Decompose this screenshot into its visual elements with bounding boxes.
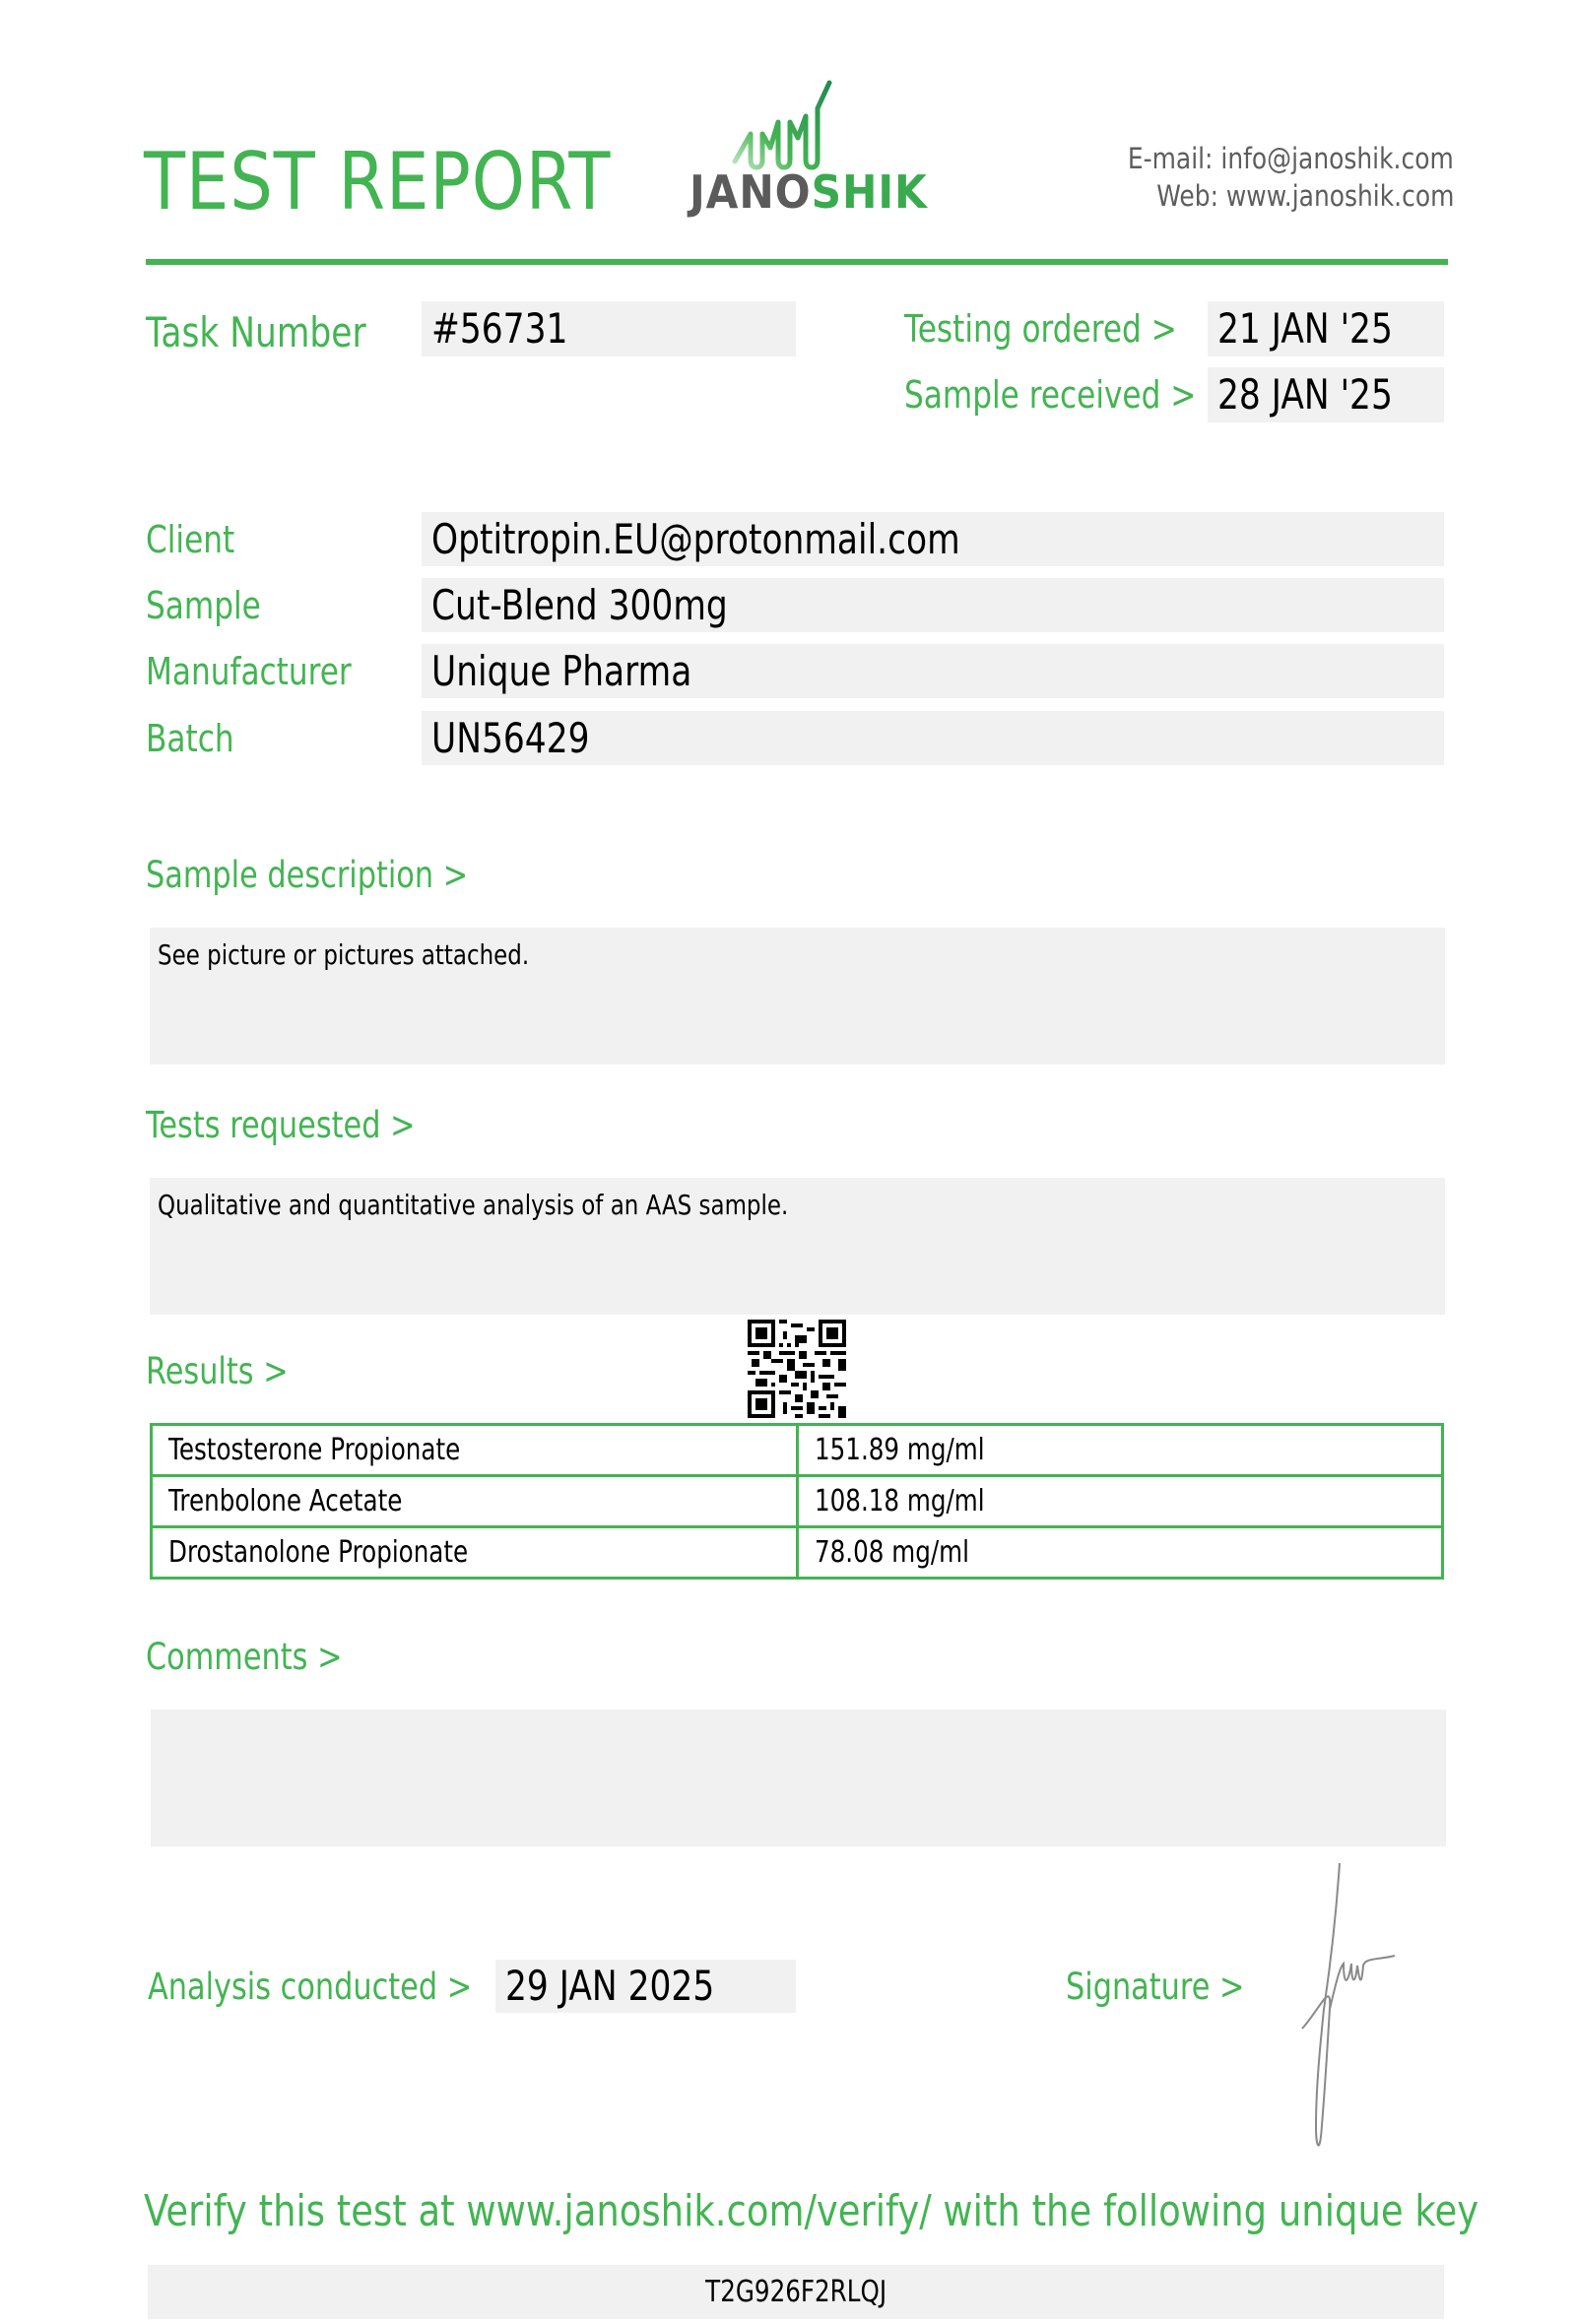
- handwritten-signature-icon: [1280, 1861, 1418, 2166]
- amount-cell: 151.89 mg/ml: [798, 1425, 1443, 1476]
- signature-label: Signature >: [1066, 1966, 1245, 2008]
- testing-ordered-field: [1208, 301, 1444, 356]
- contact-web: Web: www.janoshik.com: [1155, 179, 1454, 213]
- client-value: Optitropin.EU@protonmail.com: [431, 515, 960, 563]
- sample-description-box: [150, 928, 1445, 1065]
- analysis-conducted-label: Analysis conducted >: [148, 1966, 473, 2008]
- manufacturer-label: Manufacturer: [146, 650, 352, 693]
- batch-value: UN56429: [431, 714, 590, 762]
- rising-chart-logo-icon: [680, 77, 916, 170]
- task-number-field: [422, 301, 796, 356]
- janoshik-logo: [680, 77, 928, 225]
- sample-value: Cut-Blend 300mg: [431, 581, 728, 629]
- report-title: [144, 138, 687, 226]
- tests-requested-text: Qualitative and quantitative analysis of an AAS sample.: [158, 1189, 789, 1221]
- unique-key-value: T2G926F2RLQJ: [705, 2275, 886, 2309]
- unique-key-field[interactable]: [148, 2265, 1444, 2319]
- testing-ordered-value: 21 JAN '25: [1217, 304, 1393, 353]
- manufacturer-value: Unique Pharma: [431, 647, 692, 695]
- header-divider: [146, 259, 1448, 265]
- logo-text-jano: JANO: [690, 165, 812, 219]
- results-heading: Results >: [146, 1350, 289, 1392]
- report-title-text: TEST REPORT: [144, 136, 612, 227]
- amount-cell: 108.18 mg/ml: [798, 1476, 1443, 1527]
- compound-cell: Trenbolone Acetate: [152, 1476, 798, 1527]
- contact-info: [1075, 140, 1454, 215]
- analysis-conducted-value: 29 JAN 2025: [505, 1962, 715, 2010]
- tests-requested-heading: Tests requested >: [146, 1104, 416, 1146]
- table-row: [152, 1425, 1443, 1476]
- testing-ordered-label: Testing ordered >: [904, 307, 1177, 351]
- client-label: Client: [146, 518, 235, 561]
- sample-received-field: [1208, 367, 1444, 422]
- logo-wordmark: [690, 167, 949, 217]
- sample-description-heading: Sample description >: [146, 854, 469, 896]
- compound-cell: Testosterone Propionate: [152, 1425, 798, 1476]
- table-row: [152, 1527, 1443, 1579]
- contact-email: E-mail: info@janoshik.com: [1128, 142, 1454, 175]
- sample-received-value: 28 JAN '25: [1217, 370, 1393, 419]
- table-row: [152, 1476, 1443, 1527]
- task-number-label: Task Number: [146, 308, 366, 356]
- comments-heading: Comments >: [146, 1636, 343, 1678]
- qr-code-icon[interactable]: [747, 1320, 847, 1418]
- sample-field: [422, 578, 1444, 632]
- logo-text-shik: SHIK: [811, 165, 928, 219]
- amount-cell: 78.08 mg/ml: [798, 1527, 1443, 1579]
- comments-box: [151, 1710, 1446, 1846]
- tests-requested-box: [150, 1178, 1445, 1315]
- batch-label: Batch: [146, 717, 234, 760]
- verify-instructions: Verify this test at www.janoshik.com/verify/ with the following unique key: [144, 2186, 1479, 2236]
- sample-label: Sample: [146, 584, 261, 627]
- compound-cell: Drostanolone Propionate: [152, 1527, 798, 1579]
- batch-field: [422, 711, 1444, 765]
- results-table: [150, 1423, 1444, 1580]
- client-field: [422, 512, 1444, 566]
- manufacturer-field: [422, 644, 1444, 698]
- analysis-conducted-field: [495, 1960, 796, 2013]
- task-number-value: #56731: [431, 304, 568, 353]
- sample-received-label: Sample received >: [904, 373, 1197, 417]
- sample-description-text: See picture or pictures attached.: [158, 938, 530, 971]
